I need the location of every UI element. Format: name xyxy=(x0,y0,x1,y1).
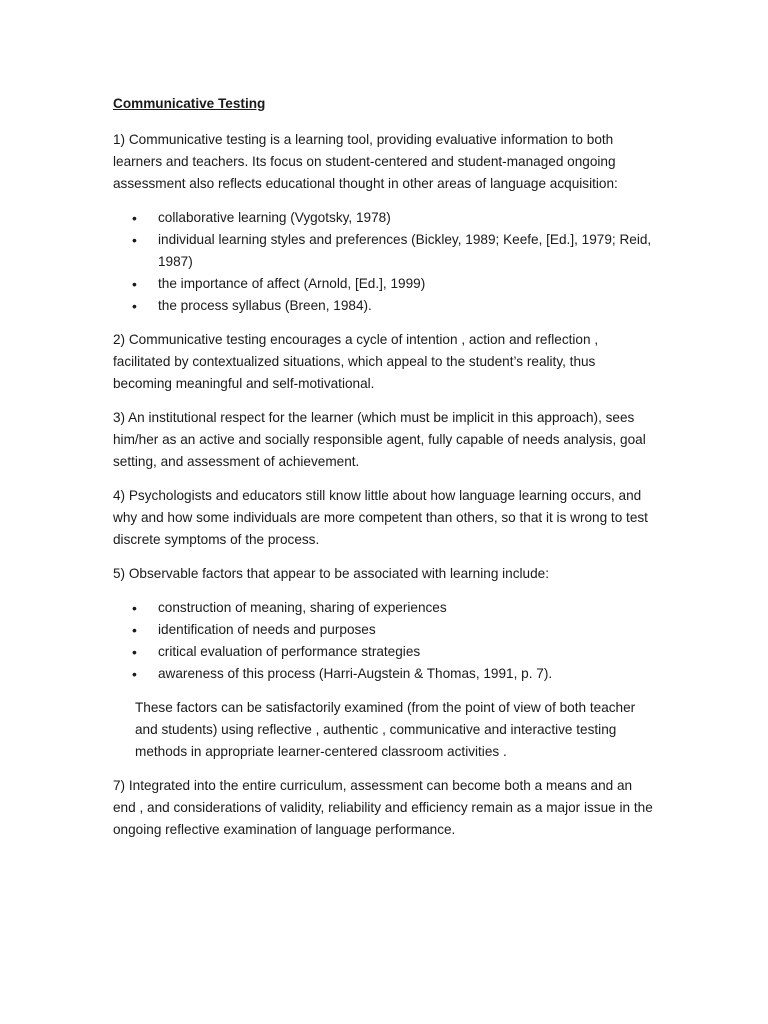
paragraph-3: 3) An institutional respect for the learner (which must be implicit in this approach), sees him/her as an active and socially responsible agent, fully capable of needs analysis, goal setting, and assessment of achievement. xyxy=(113,410,646,469)
list-item xyxy=(113,207,653,229)
paragraph-6: These factors can be satisfactorily examined (from the point of view of both teacher and students) using reflective , authentic , communicative and interactive testing methods in appropriate learner-centered classroom activities . xyxy=(135,700,636,759)
bullet-icon: • xyxy=(132,600,137,616)
bullet-icon: • xyxy=(132,298,137,314)
list-item xyxy=(113,597,653,619)
list-item xyxy=(113,641,653,663)
paragraph-2: 2) Communicative testing encourages a cycle of intention , action and reflection , facilitated by contextualized situations, which appeal to the student’s reality, thus becoming meaningful and self-motivational. xyxy=(113,332,599,391)
paragraph-7: 7) Integrated into the entire curriculum, assessment can become both a means and an end , and considerations of validity, reliability and efficiency remain as a major issue in the ongoing reflective examination of language performance. xyxy=(113,778,653,837)
list-item xyxy=(113,663,653,685)
document-title: Communicative Testing xyxy=(113,96,266,111)
bullet-icon: • xyxy=(132,276,137,292)
paragraph-1: 1) Communicative testing is a learning tool, providing evaluative information to both learners and teachers. Its focus on student-centered and student-managed ongoing assessment also reflects educational thought in other areas of language acquisition: xyxy=(113,132,618,191)
list-item-text: individual learning styles and preferences (Bickley, 1989; Keefe, [Ed.], 1979; Reid, 1987) xyxy=(158,232,652,269)
list-item-text: critical evaluation of performance strategies xyxy=(158,644,421,659)
paragraph-5: 5) Observable factors that appear to be associated with learning include: xyxy=(113,566,550,581)
list-item-text: collaborative learning (Vygotsky, 1978) xyxy=(158,210,391,225)
bullet-list-2 xyxy=(113,597,653,685)
list-item-text: construction of meaning, sharing of experiences xyxy=(158,600,447,615)
list-item-text: identification of needs and purposes xyxy=(158,622,376,637)
list-item-text: the process syllabus (Breen, 1984). xyxy=(158,298,372,313)
list-item xyxy=(113,295,653,317)
bullet-icon: • xyxy=(132,232,137,248)
list-item xyxy=(113,619,653,641)
document-body xyxy=(113,93,653,853)
bullet-icon: • xyxy=(132,644,137,660)
bullet-icon: • xyxy=(132,622,137,638)
bullet-list-1 xyxy=(113,207,653,317)
bullet-icon: • xyxy=(132,666,137,682)
list-item-text: the importance of affect (Arnold, [Ed.], 1999) xyxy=(158,276,426,291)
list-item xyxy=(113,229,653,273)
bullet-icon: • xyxy=(132,210,137,226)
paragraph-4: 4) Psychologists and educators still know little about how language learning occurs, and why and how some individuals are more competent than others, so that it is wrong to test discrete symptoms of the process. xyxy=(113,488,648,547)
list-item xyxy=(113,273,653,295)
list-item-text: awareness of this process (Harri-Augstein & Thomas, 1991, p. 7). xyxy=(158,666,553,681)
